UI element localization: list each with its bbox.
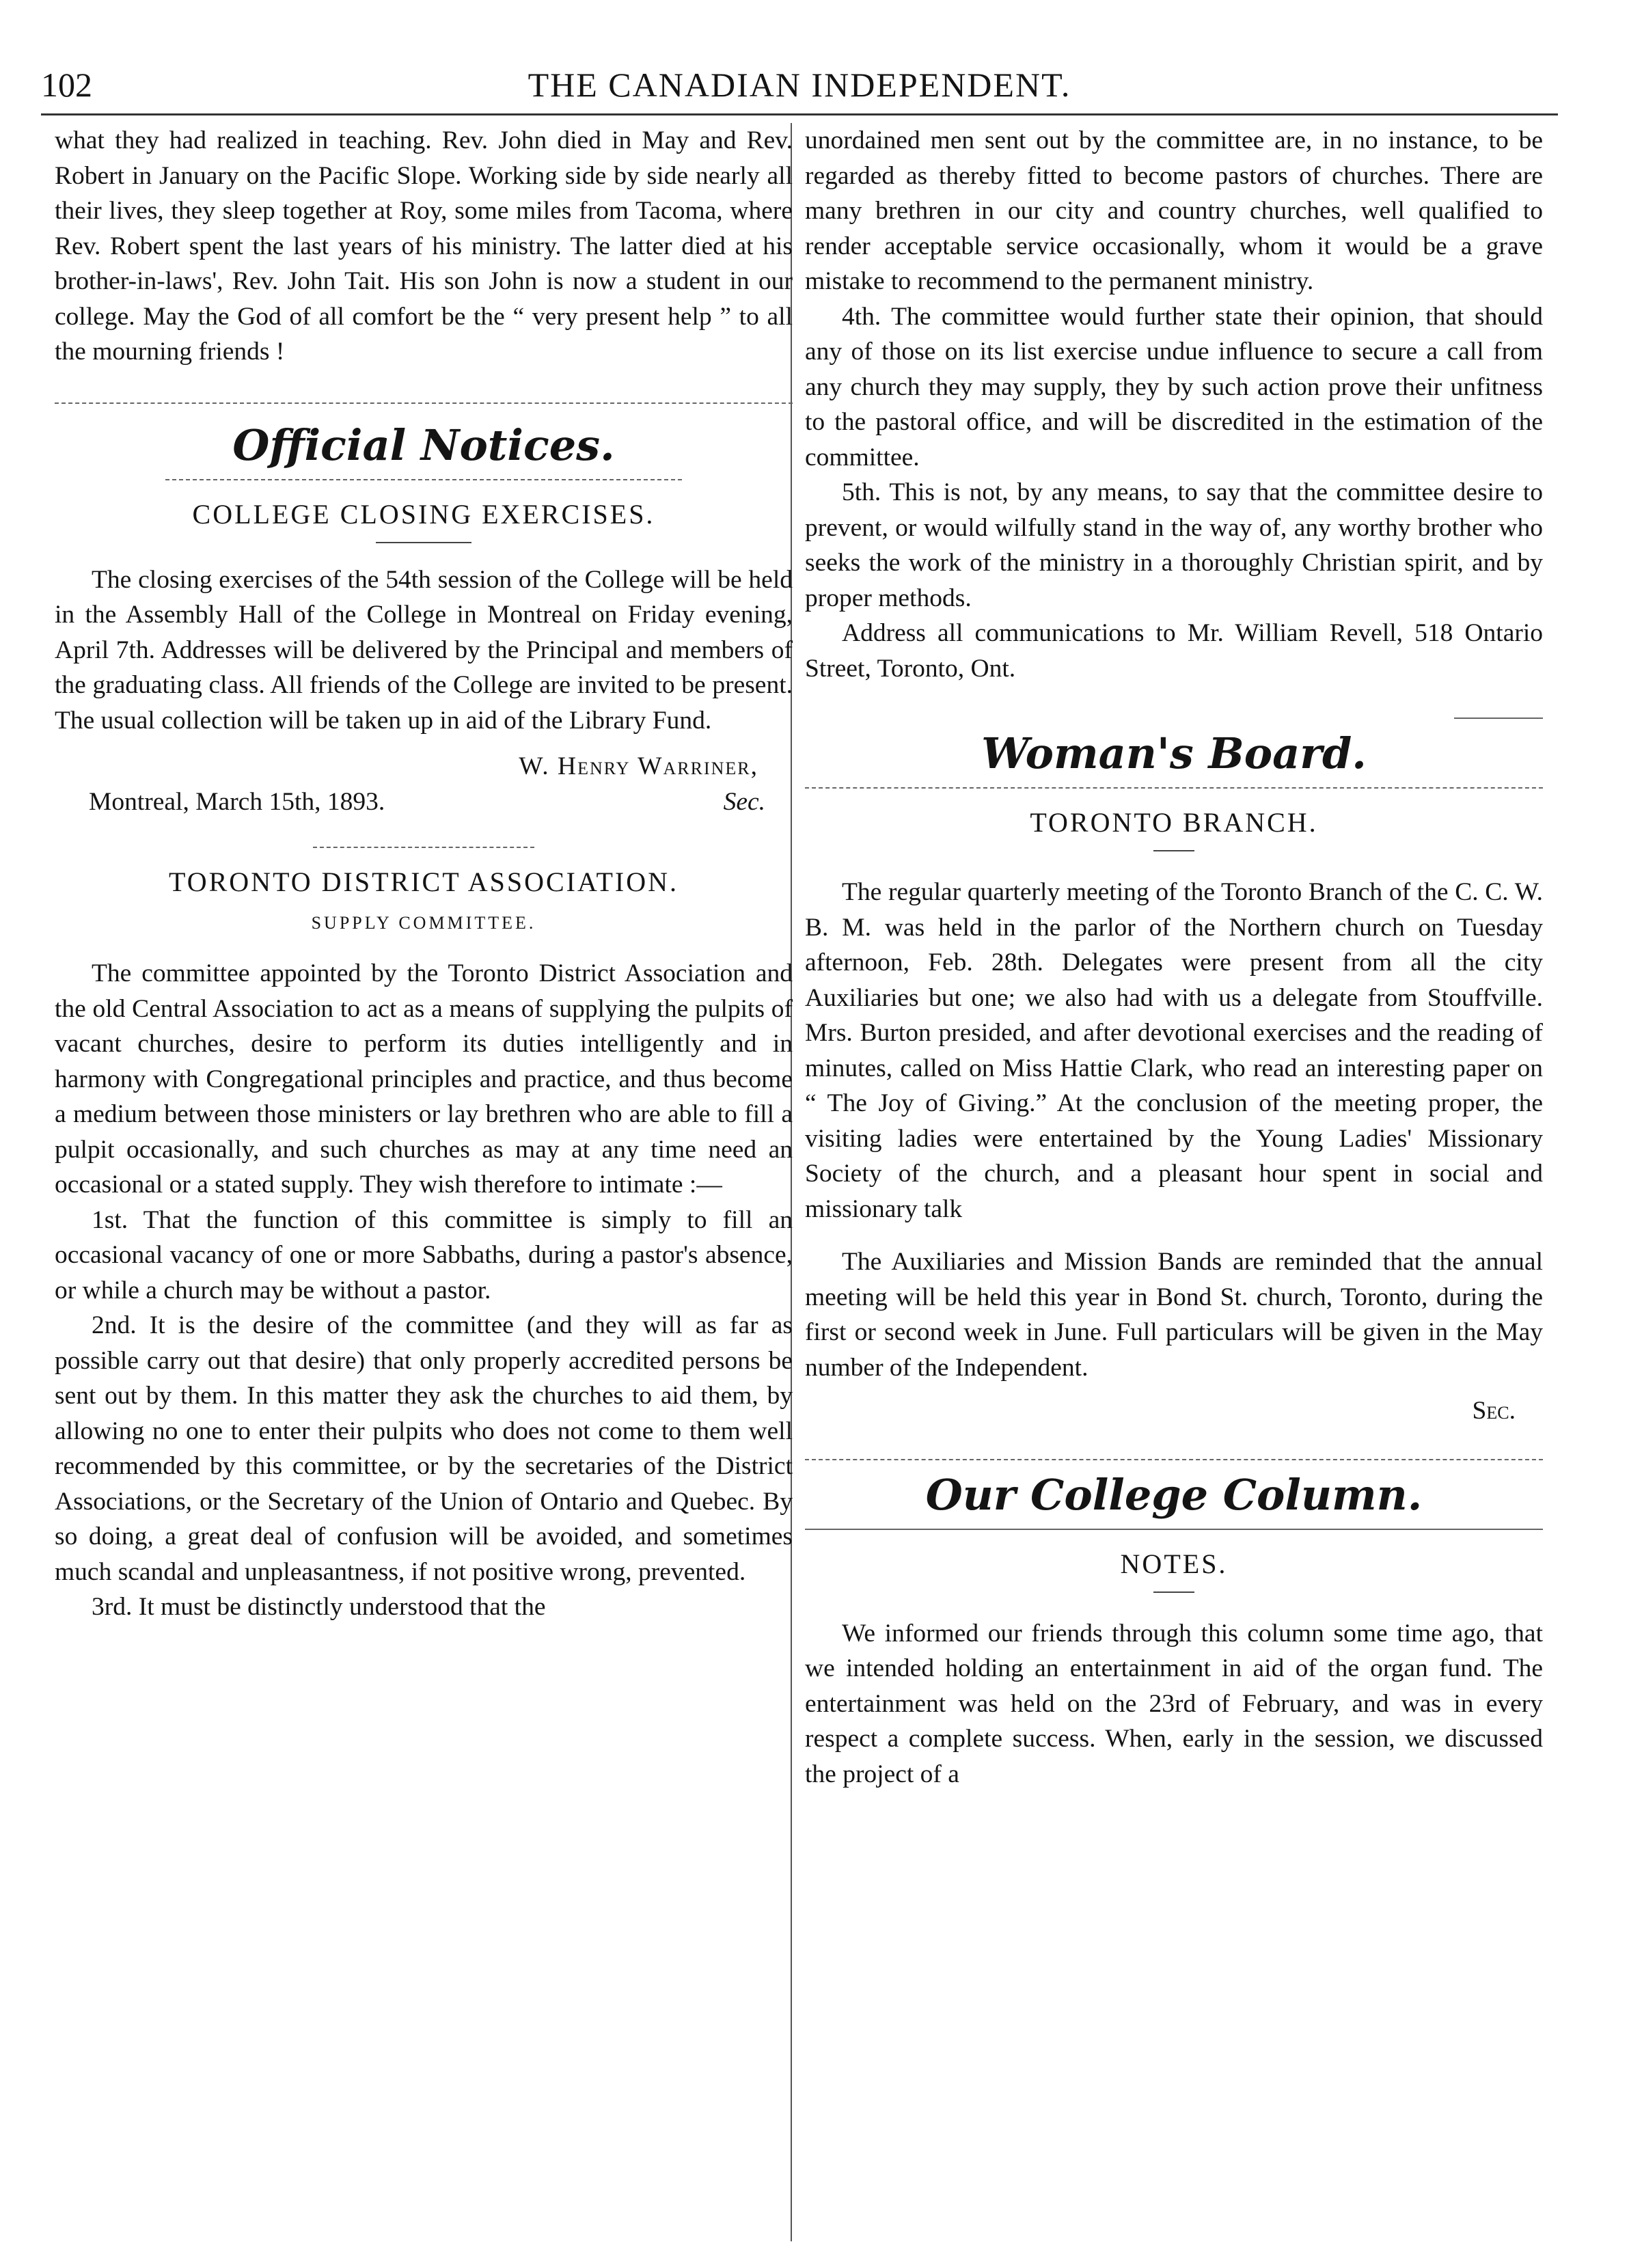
signature-name-text: W. Henry Warriner, — [519, 752, 758, 780]
right-column — [805, 123, 1543, 2241]
college-closing-body: The closing exercises of the 54th session of the College will be held in the Assembly Hall of the College in Montreal on Friday evening, April 7th. Addresses will be delivered by the Principal and members of the graduating class. All friends of the College are invited to be present. The usual collection will be taken up in aid of the Library Fund. — [55, 565, 793, 735]
paragraph: unordained men sent out by the committee are, in no instance, to be regarded as thereby fitted to become pastors of churches. There are many brethren in our city and country churches, well qualified to render acceptable service occasionally, whom it would be a grave mistake to recommend to the permanent ministry. — [805, 126, 1543, 295]
section-divider — [313, 847, 534, 848]
paragraph: 5th. This is not, by any means, to say that the committee desire to prevent, or would wilfully stand in the way of, any worthy brother who seeks the work of the ministry in a thoroughly Christian spirit, and by proper methods. — [805, 478, 1543, 612]
sign-off: Sec. — [1472, 1397, 1516, 1425]
paragraph: The Auxiliaries and Mission Bands are reminded that the annual meeting will be held this year in Bond St. church, Toronto, during the first or second week in June. Full particulars will be given in the May number of the Independent. — [805, 1248, 1543, 1382]
spacer — [805, 1227, 1543, 1244]
short-rule — [1153, 1591, 1194, 1593]
left-column — [55, 123, 793, 2241]
journal-title: THE CANADIAN INDEPENDENT. — [528, 66, 1071, 104]
address-line: Address all communications to Mr. William Revell, 518 Ontario Street, Toronto, Ont. — [805, 619, 1543, 683]
page-number: 102 — [41, 66, 92, 104]
toronto-district-title: TORONTO DISTRICT ASSOCIATION. — [169, 866, 679, 897]
paragraph: 2nd. It is the desire of the committee (and they will as far as possible carry out that desire) that only properly accredited persons be sent out by them. In this matter they ask the churches to aid them, by allowing no one to enter their pulpits who does not come to them well recommended by this committee, or by the secretaries of the District Associations, or the Secretary of the Union of Ontario and Quebec. By so doing, a great deal of confusion will be avoided, and sometimes much scandal and unpleasantness, if not positive wrong, prevented. — [55, 1311, 793, 1586]
notes-subheading: NOTES. — [1120, 1548, 1228, 1579]
paragraph: We informed our friends through this column some time ago, that we intended holding an entertainment in aid of the organ fund. The entertainment was held on the 23rd of February, and was in every respect a complete success. When, early in the session, we discussed the project of a — [805, 1619, 1543, 1788]
paragraph: The regular quarterly meeting of the Toronto Branch of the C. C. W. B. M. was held in the parlor of the Northern church on Tuesday afternoon, Feb. 28th. Delegates were present from all the city Auxiliaries but one; we also had with us a delegate from Stouffville. Mrs. Burton presided, and after devotional exercises and the reading of minutes, called on Miss Hattie Clark, who read an interesting paper on “ The Joy of Giving.” At the conclusion of the meeting proper, the visiting ladies were entertained by the Young Ladies' Missionary Society of the church, and a pleasant hour spent in social and missionary talk — [805, 878, 1543, 1223]
header-rule — [41, 113, 1558, 115]
paragraph: 4th. The committee would further state their opinion, that should any of those on its list exercise undue influence to secure a call from any church they may supply, they by such action prove their unfitness to the pastoral office, and will be discredited in the estimation of the committee. — [805, 302, 1543, 472]
college-column-heading: Our College Column. — [925, 1469, 1423, 1520]
short-rule — [1153, 850, 1194, 851]
signature-role: Sec. — [723, 787, 765, 816]
section-divider — [55, 402, 793, 404]
signature-name — [55, 749, 793, 784]
heading-rule — [805, 787, 1543, 789]
signature-line — [55, 784, 793, 820]
short-rule — [376, 542, 471, 543]
paragraph: The committee appointed by the Toronto District Association and the old Central Association to act as a means of supplying the pulpits of vacant churches, desire to perform its duties intelligently and in harmony with Congregational principles and practice, and thus become a medium between those ministers or lay brethren who are able to fill a pulpit occasionally, and such churches as may at any time need an occasional or a stated supply. They wish therefore to intimate :— — [55, 959, 793, 1199]
official-notices-heading: Official Notices. — [232, 420, 615, 470]
running-head — [41, 60, 1558, 109]
section-divider — [805, 1459, 1543, 1460]
paragraph: 1st. That the function of this committee is simply to fill an occasional vacancy of one or more Sabbaths, during a pastor's absence, or while a church may be without a pastor. — [55, 1205, 793, 1304]
womans-board-heading: Woman's Board. — [981, 728, 1367, 778]
heading-rule — [805, 1529, 1543, 1530]
section-divider — [1454, 718, 1543, 719]
supply-committee-subtitle: SUPPLY COMMITTEE. — [311, 913, 536, 933]
place-date: Montreal, March 15th, 1893. — [89, 787, 385, 816]
college-closing-title: COLLEGE CLOSING EXERCISES. — [192, 498, 655, 530]
intro-paragraph: what they had realized in teaching. Rev. John died in May and Rev. Robert in January on the Pacific Slope. Working side by side nearly all their lives, they sleep together at Roy, some miles from Tacoma, where Rev. Robert spent the last years of his ministry. The latter died at his brother-in-laws', Rev. John Tait. His son John is now a student in our college. May the God of all comfort be the “ very present help ” to all the mourning friends ! — [55, 126, 793, 366]
paragraph: 3rd. It must be distinctly understood that the — [92, 1593, 546, 1621]
toronto-branch-subheading: TORONTO BRANCH. — [1030, 807, 1318, 838]
heading-rule — [165, 479, 682, 480]
